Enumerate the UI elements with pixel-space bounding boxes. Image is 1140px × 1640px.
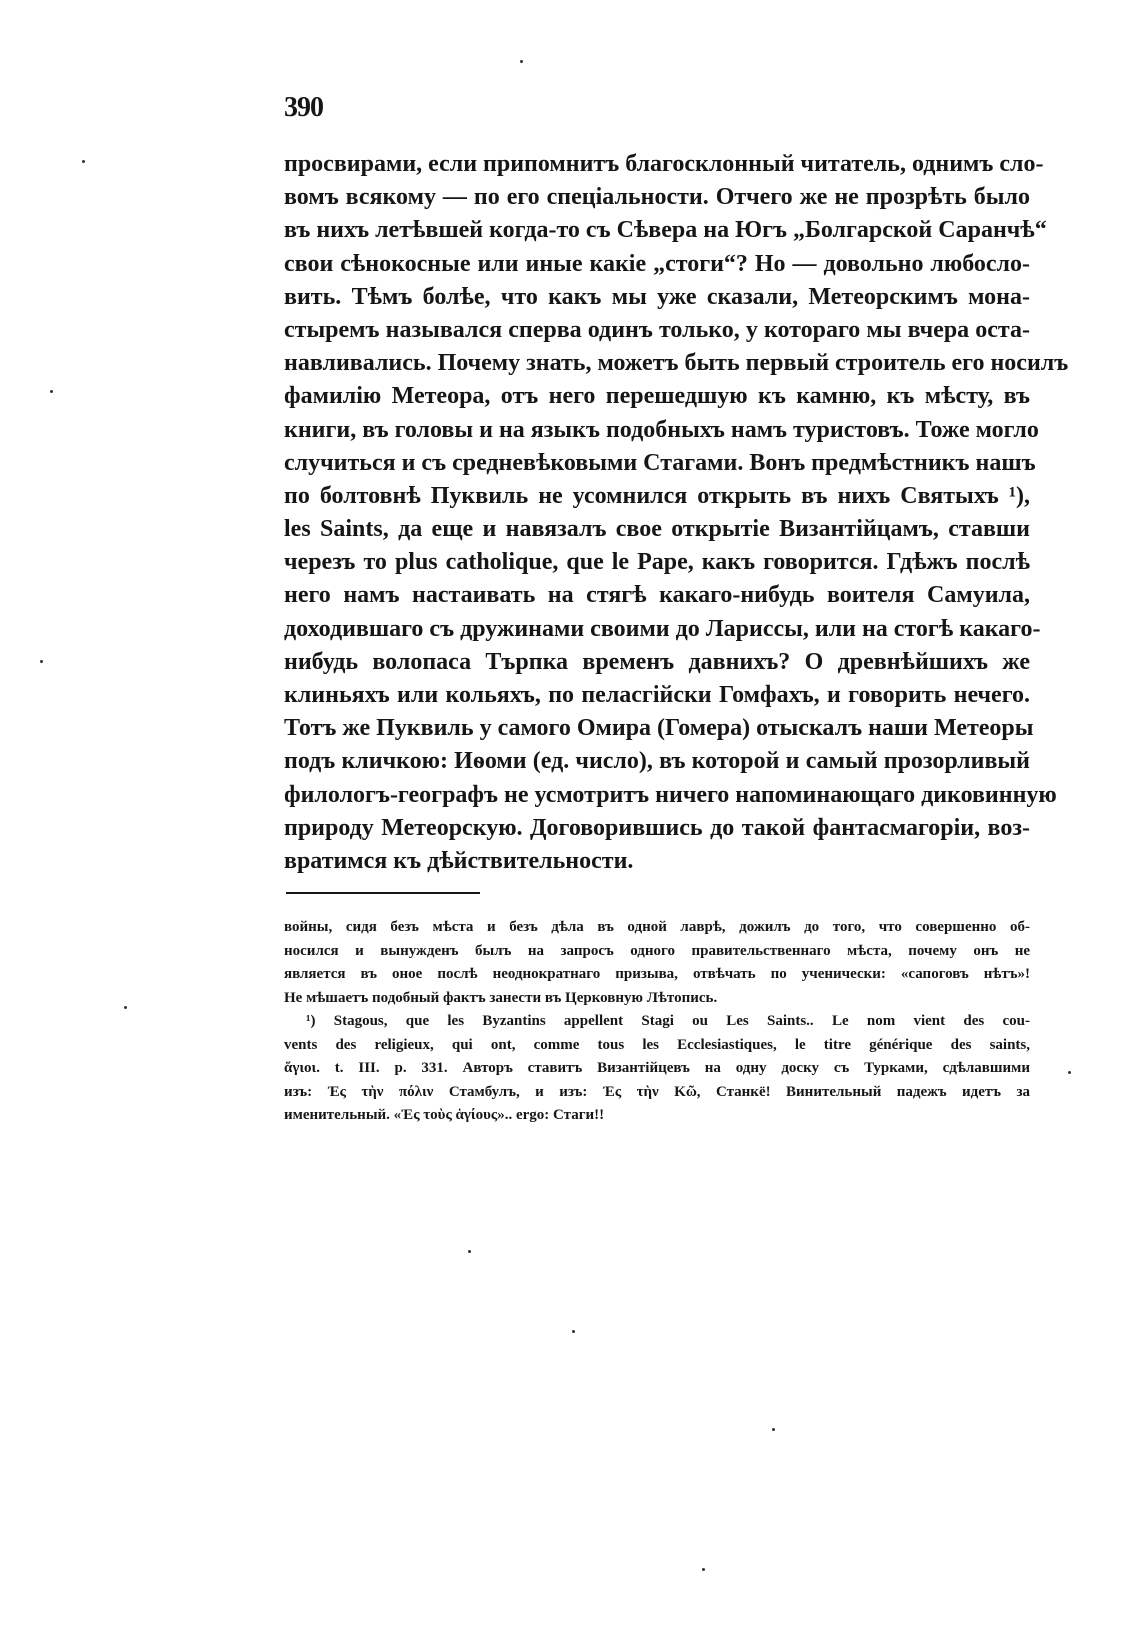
scan-speck	[82, 160, 85, 163]
body-text	[284, 148, 1069, 878]
scan-speck	[40, 660, 43, 663]
body-line: нибудь волопаса Търпка временъ давнихъ? О древнѣйшихъ же	[284, 648, 1030, 675]
body-line: Тотъ же Пуквиль у самого Омира (Гомера) отыскалъ наши Метеоры	[284, 715, 1034, 742]
body-line: подъ кличкою: Иѳоми (ед. число), въ которой и самый прозорливый	[284, 748, 1030, 775]
body-line: les Saints, да еще и навязалъ свое открытіе Византійцамъ, ставши	[284, 516, 1030, 543]
body-line: въ нихъ летѣвшей когда-то съ Сѣвера на Югъ „Болгарской Саранчѣ“	[284, 217, 1047, 244]
scan-speck	[572, 1330, 575, 1333]
body-line: случиться и съ средневѣковыми Стагами. Вонъ предмѣстникъ нашъ	[284, 449, 1036, 476]
body-line: природу Метеорскую. Договорившись до такой фантасмагоріи, воз-	[284, 814, 1030, 841]
body-line: фамилію Метеора, отъ него перешедшую къ камню, къ мѣсту, въ	[284, 383, 1030, 410]
body-line: него намъ настаивать на стягѣ какаго-нибудь воителя Самуила,	[284, 582, 1030, 609]
body-line: вомъ всякому — по его спеціальности. Отчего же не прозрѣть было	[284, 184, 1030, 211]
footnote-line: ¹) Stagous, que les Byzantins appellent Stagi ou Les Saints.. Le nom vient des cou-	[306, 1013, 1030, 1029]
body-line: филологъ-географъ не усмотритъ ничего напоминающаго диковинную	[284, 781, 1057, 808]
body-line: стыремъ назывался сперва одинъ только, у котораго мы вчера оста-	[284, 316, 1030, 343]
body-line: по болтовнѣ Пуквиль не усомнился открыть въ нихъ Святыхъ ¹),	[284, 482, 1030, 509]
body-line: вратимся къ дѣйствительности.	[284, 847, 634, 874]
scan-speck	[772, 1428, 775, 1431]
footnote-line: изъ: Ἐς τὴν πόλιν Стамбулъ, и изъ: Ἐς τὴν Κῶ, Станкё! Винительный падежъ идетъ за	[284, 1083, 1030, 1100]
body-line: черезъ то plus catholique, que le Pape, какъ говорится. Гдѣжъ послѣ	[284, 549, 1030, 576]
footnote-line: ἅγιοι. t. III. p. 331. Авторъ ставитъ Византійцевъ на одну доску съ Турками, сдѣлавшими	[284, 1060, 1030, 1076]
body-line: клиньяхъ или кольяхъ, по пеласгійски Гомфахъ, и говорить нечего.	[284, 682, 1030, 708]
body-line: книги, въ головы и на языкъ подобныхъ намъ туристовъ. Тоже могло	[284, 416, 1039, 443]
footnote-line: именительный. «Ἐς τοὺς ἁγίους».. ergo: Стаги!!	[284, 1107, 605, 1123]
scan-speck	[50, 390, 53, 393]
scan-speck	[1068, 1071, 1071, 1074]
footnote-divider	[286, 892, 480, 894]
body-line: доходившаго съ дружинами своими до Лариссы, или на стогѣ какаго-	[284, 615, 1041, 642]
scan-speck	[520, 60, 523, 63]
footnote-line: Не мѣшаетъ подобный фактъ занести въ Церковную Лѣтопись.	[284, 989, 718, 1006]
body-line: навливались. Почему знать, можетъ быть первый строитель его носилъ	[284, 350, 1069, 377]
body-line: просвирами, если припомнитъ благосклонный читатель, однимъ сло-	[284, 151, 1044, 177]
footnotes	[284, 916, 1030, 1128]
footnote-line: носился и вынужденъ былъ на запросъ одного правительственнаго мѣста, почему онъ не	[284, 942, 1030, 959]
body-line: вить. Тѣмъ болѣе, что какъ мы уже сказали, Метеорскимъ мона-	[284, 283, 1030, 310]
scan-speck	[124, 1006, 127, 1009]
scan-speck	[702, 1568, 705, 1571]
body-line: свои сѣнокосные или иные какіе „стоги“? Но — довольно любосло-	[284, 250, 1030, 277]
footnote-line: vents des religieux, qui ont, comme tous les Ecclesiastiques, le titre générique des saints,	[284, 1036, 1030, 1053]
page-number: 390	[284, 92, 323, 123]
scan-speck	[468, 1250, 471, 1253]
footnote-line: является въ оное послѣ неоднократнаго призыва, отвѣчать по ученически: «сапоговъ нѣтъ»!	[284, 966, 1030, 982]
footnote-line: войны, сидя безъ мѣста и безъ дѣла въ одной лаврѣ, дожилъ до того, что совершенно об-	[284, 919, 1030, 935]
